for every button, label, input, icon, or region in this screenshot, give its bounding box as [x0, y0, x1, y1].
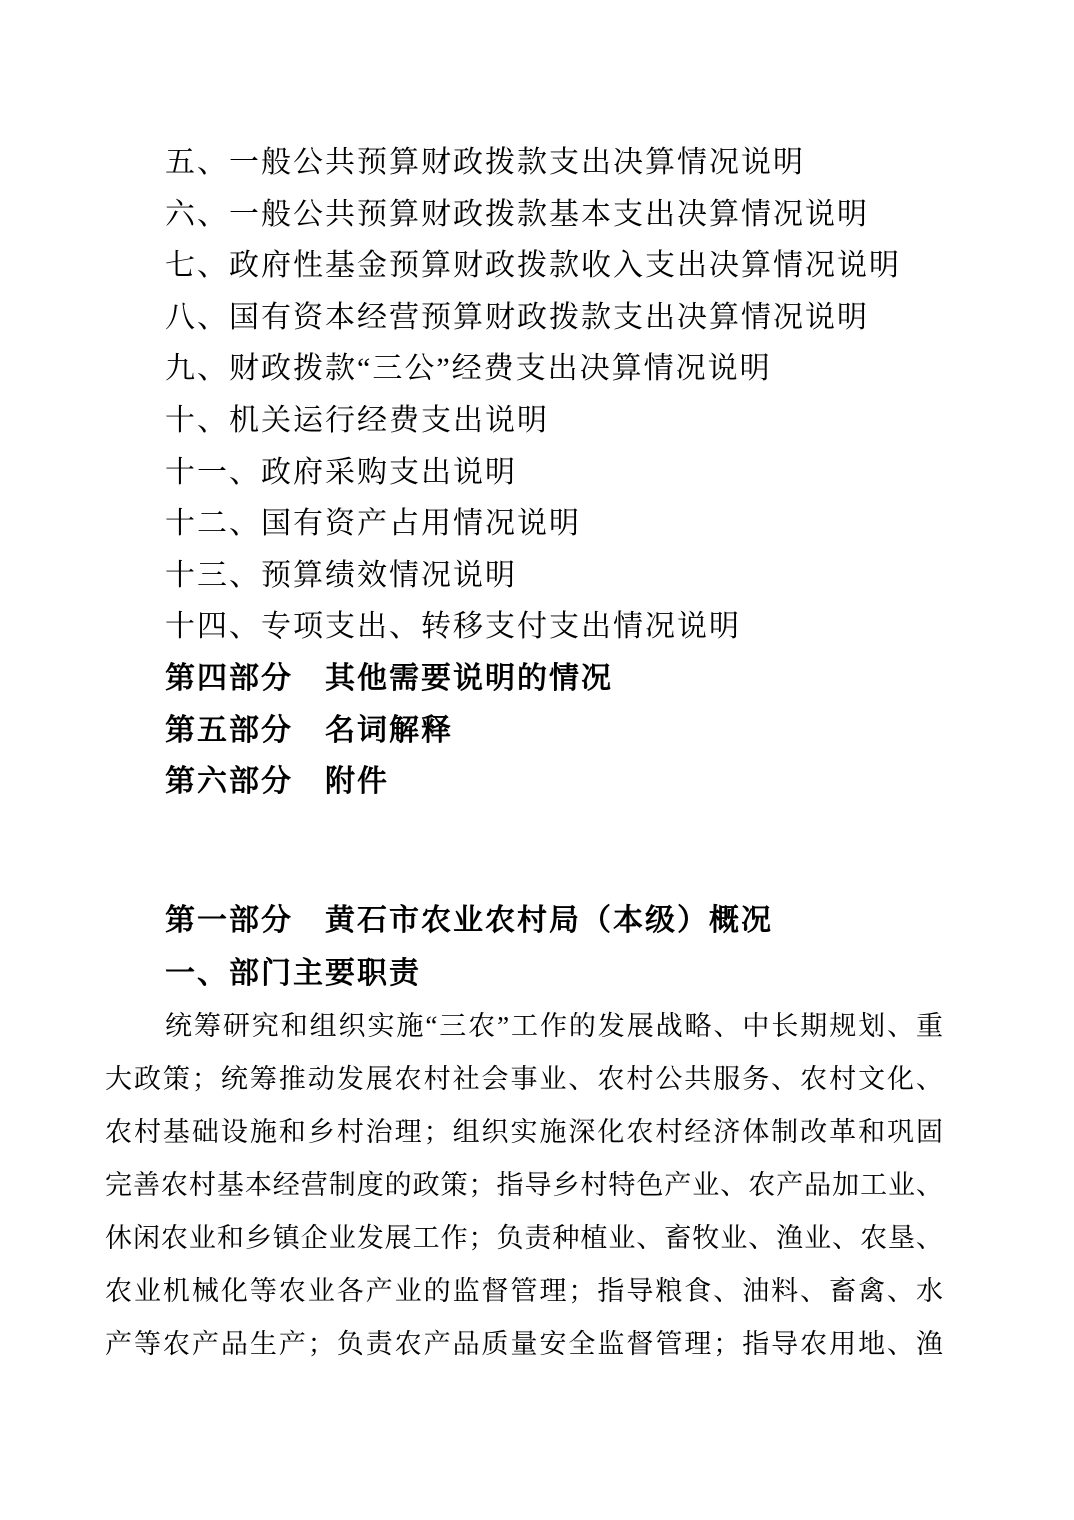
toc-item: 十一、政府采购支出说明 — [165, 455, 517, 489]
toc-item: 七、政府性基金预算财政拨款收入支出决算情况说明 — [165, 249, 901, 283]
toc-part-label: 第五部分 — [165, 713, 293, 747]
body-line: 休闲农业和乡镇企业发展工作；负责种植业、畜牧业、渔业、农垦、 — [105, 1222, 943, 1253]
table-of-contents — [105, 137, 943, 808]
toc-item: 十、机关运行经费支出说明 — [165, 403, 549, 437]
body-line: 大政策；统筹推动发展农村社会事业、农村公共服务、农村文化、 — [105, 1063, 943, 1094]
toc-part-title: 名词解释 — [325, 713, 453, 747]
toc-part-six — [105, 756, 943, 808]
section-heading-title: 黄石市农业农村局（本级）概况 — [325, 903, 773, 937]
body-paragraph — [105, 1000, 943, 1371]
page-content — [105, 137, 943, 1371]
toc-part-four — [105, 653, 943, 705]
body-line: 完善农村基本经营制度的政策；指导乡村特色产业、农产品加工业、 — [105, 1169, 943, 1200]
body-line: 统筹研究和组织实施“三农”工作的发展战略、中长期规划、重 — [165, 1010, 943, 1041]
toc-part-five — [105, 705, 943, 757]
body-line: 产等农产品生产；负责农产品质量安全监督管理；指导农用地、渔 — [105, 1328, 943, 1359]
toc-item: 十三、预算绩效情况说明 — [165, 558, 517, 592]
toc-part-label: 第四部分 — [165, 661, 293, 695]
section-part-one — [105, 894, 943, 1371]
toc-item: 十二、国有资产占用情况说明 — [165, 507, 581, 541]
section-heading-label: 第一部分 — [165, 903, 293, 937]
section-subheading: 一、部门主要职责 — [165, 956, 421, 990]
toc-item: 十四、专项支出、转移支付支出情况说明 — [165, 610, 741, 644]
section-heading — [105, 894, 943, 947]
body-line: 农村基础设施和乡村治理；组织实施深化农村经济体制改革和巩固 — [105, 1116, 943, 1147]
toc-item: 九、财政拨款“三公”经费支出决算情况说明 — [165, 352, 772, 386]
toc-part-title: 附件 — [325, 765, 389, 799]
toc-part-title: 其他需要说明的情况 — [325, 661, 613, 695]
toc-item: 八、国有资本经营预算财政拨款支出决算情况说明 — [165, 300, 869, 334]
body-line: 农业机械化等农业各产业的监督管理；指导粮食、油料、畜禽、水 — [105, 1275, 943, 1306]
toc-part-label: 第六部分 — [165, 765, 293, 799]
toc-item: 五、一般公共预算财政拨款支出决算情况说明 — [165, 146, 805, 179]
toc-item: 六、一般公共预算财政拨款基本支出决算情况说明 — [165, 197, 869, 231]
